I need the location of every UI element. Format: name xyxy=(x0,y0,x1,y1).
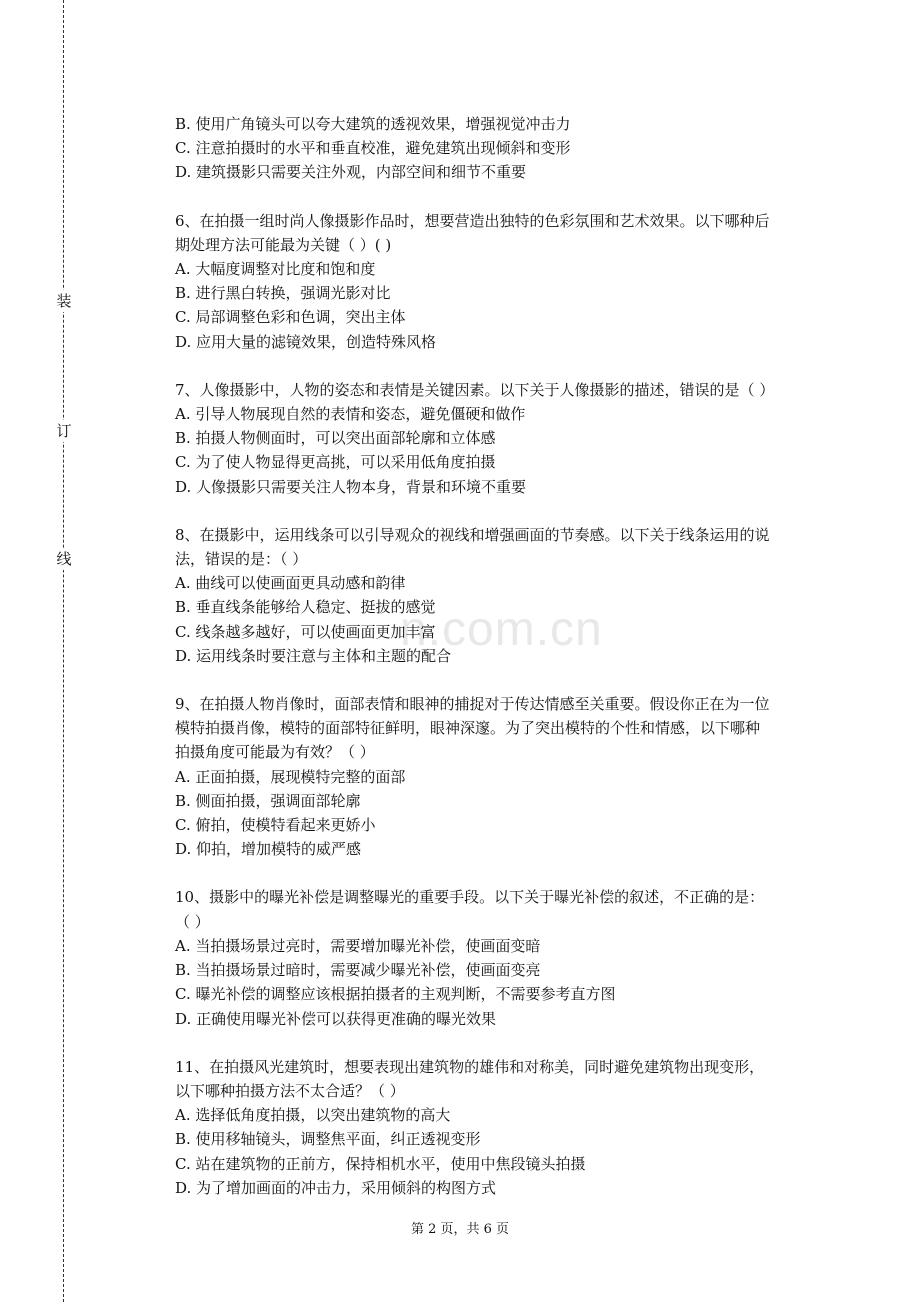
question-11 xyxy=(175,1055,825,1200)
option-c: C. 注意拍摄时的水平和垂直校准，避免建筑出现倾斜和变形 xyxy=(175,139,571,158)
question-7 xyxy=(175,378,825,499)
option-d: D. 建筑摄影只需要关注外观，内部空间和细节不重要 xyxy=(175,163,527,182)
option-b: B. 垂直线条能够给人稳定、挺拔的感觉 xyxy=(175,598,436,617)
question-text: 拍摄角度可能最为有效？（ ） xyxy=(175,743,375,762)
option-b: B. 侧面拍摄，强调面部轮廓 xyxy=(175,791,361,810)
question-text: 8、在摄影中，运用线条可以引导观众的视线和增强画面的节奏感。以下关于线条运用的说 xyxy=(175,525,770,544)
option-b: B. 拍摄人物侧面时，可以突出面部轮廓和立体感 xyxy=(175,429,496,448)
question-text: 6、在拍摄一组时尚人像摄影作品时，想要营造出独特的色彩氛围和艺术效果。以下哪种后 xyxy=(175,211,770,230)
question-10 xyxy=(175,885,825,1030)
watermark: n.com.cn xyxy=(400,603,603,656)
binding-label-ding: 订 xyxy=(54,420,74,442)
option-c: C. 为了使人物显得更高挑，可以采用低角度拍摄 xyxy=(175,453,496,472)
question-text: 11、在拍摄风光建筑时，想要表现出建筑物的雄伟和对称美，同时避免建筑物出现变形， xyxy=(175,1057,765,1076)
question-9 xyxy=(175,692,825,861)
question-text: 模特拍摄肖像，模特的面部特征鲜明，眼神深邃。为了突出模特的个性和情感，以下哪种 xyxy=(175,719,761,738)
binding-label-zhuang: 装 xyxy=(54,290,74,312)
question-text: （ ） xyxy=(175,912,210,931)
question-8 xyxy=(175,523,825,668)
option-b: B. 使用移轴镜头，调整焦平面，纠正透视变形 xyxy=(175,1130,481,1149)
page-content xyxy=(175,112,825,1224)
page-number-footer: 第 2 页，共 6 页 xyxy=(410,1222,510,1237)
option-c: C. 线条越多越好，可以使画面更加丰富 xyxy=(175,622,436,641)
question-text: 期处理方法可能最为关键（ ）( ) xyxy=(175,235,392,254)
binding-dashed-line xyxy=(63,0,64,1302)
option-d: D. 运用线条时要注意与主体和主题的配合 xyxy=(175,646,452,665)
question-text: 7、人像摄影中，人物的姿态和表情是关键因素。以下关于人像摄影的描述，错误的是（ ） xyxy=(175,380,775,399)
option-c: C. 局部调整色彩和色调，突出主体 xyxy=(175,308,406,327)
option-a: A. 曲线可以使画面更具动感和韵律 xyxy=(175,574,406,593)
binding-label-xian: 线 xyxy=(54,548,74,570)
option-b: B. 当拍摄场景过暗时，需要减少曝光补偿，使画面变亮 xyxy=(175,961,541,980)
question-text: 10、摄影中的曝光补偿是调整曝光的重要手段。以下关于曝光补偿的叙述，不正确的是： xyxy=(175,888,765,907)
option-c: C. 站在建筑物的正前方，保持相机水平，使用中焦段镜头拍摄 xyxy=(175,1154,586,1173)
option-c: C. 曝光补偿的调整应该根据拍摄者的主观判断，不需要参考直方图 xyxy=(175,985,616,1004)
option-b: B. 进行黑白转换，强调光影对比 xyxy=(175,284,391,303)
option-a: A. 大幅度调整对比度和饱和度 xyxy=(175,260,376,279)
question-text: 以下哪种拍摄方法不太合适？（ ） xyxy=(175,1081,405,1100)
question-text: 法，错误的是：（ ） xyxy=(175,550,308,569)
option-d: D. 正确使用曝光补偿可以获得更准确的曝光效果 xyxy=(175,1009,497,1028)
option-d: D. 为了增加画面的冲击力，采用倾斜的构图方式 xyxy=(175,1178,497,1197)
question-6 xyxy=(175,209,825,354)
option-c: C. 俯拍，使模特看起来更娇小 xyxy=(175,816,376,835)
option-b: B. 使用广角镜头可以夸大建筑的透视效果，增强视觉冲击力 xyxy=(175,115,571,133)
option-a: A. 引导人物展现自然的表情和姿态，避免僵硬和做作 xyxy=(175,405,526,424)
option-d: D. 仰拍，增加模特的威严感 xyxy=(175,840,362,859)
option-d: D. 人像摄影只需要关注人物本身，背景和环境不重要 xyxy=(175,477,527,496)
option-a: A. 当拍摄场景过亮时，需要增加曝光补偿，使画面变暗 xyxy=(175,936,541,955)
question-text: 9、在拍摄人物肖像时，面部表情和眼神的捕捉对于传达情感至关重要。假设你正在为一位 xyxy=(175,695,770,714)
option-d: D. 应用大量的滤镜效果，创造特殊风格 xyxy=(175,332,437,351)
option-a: A. 正面拍摄，展现模特完整的面部 xyxy=(175,767,406,786)
option-a: A. 选择低角度拍摄，以突出建筑物的高大 xyxy=(175,1106,451,1125)
prev-question-options xyxy=(175,112,825,185)
